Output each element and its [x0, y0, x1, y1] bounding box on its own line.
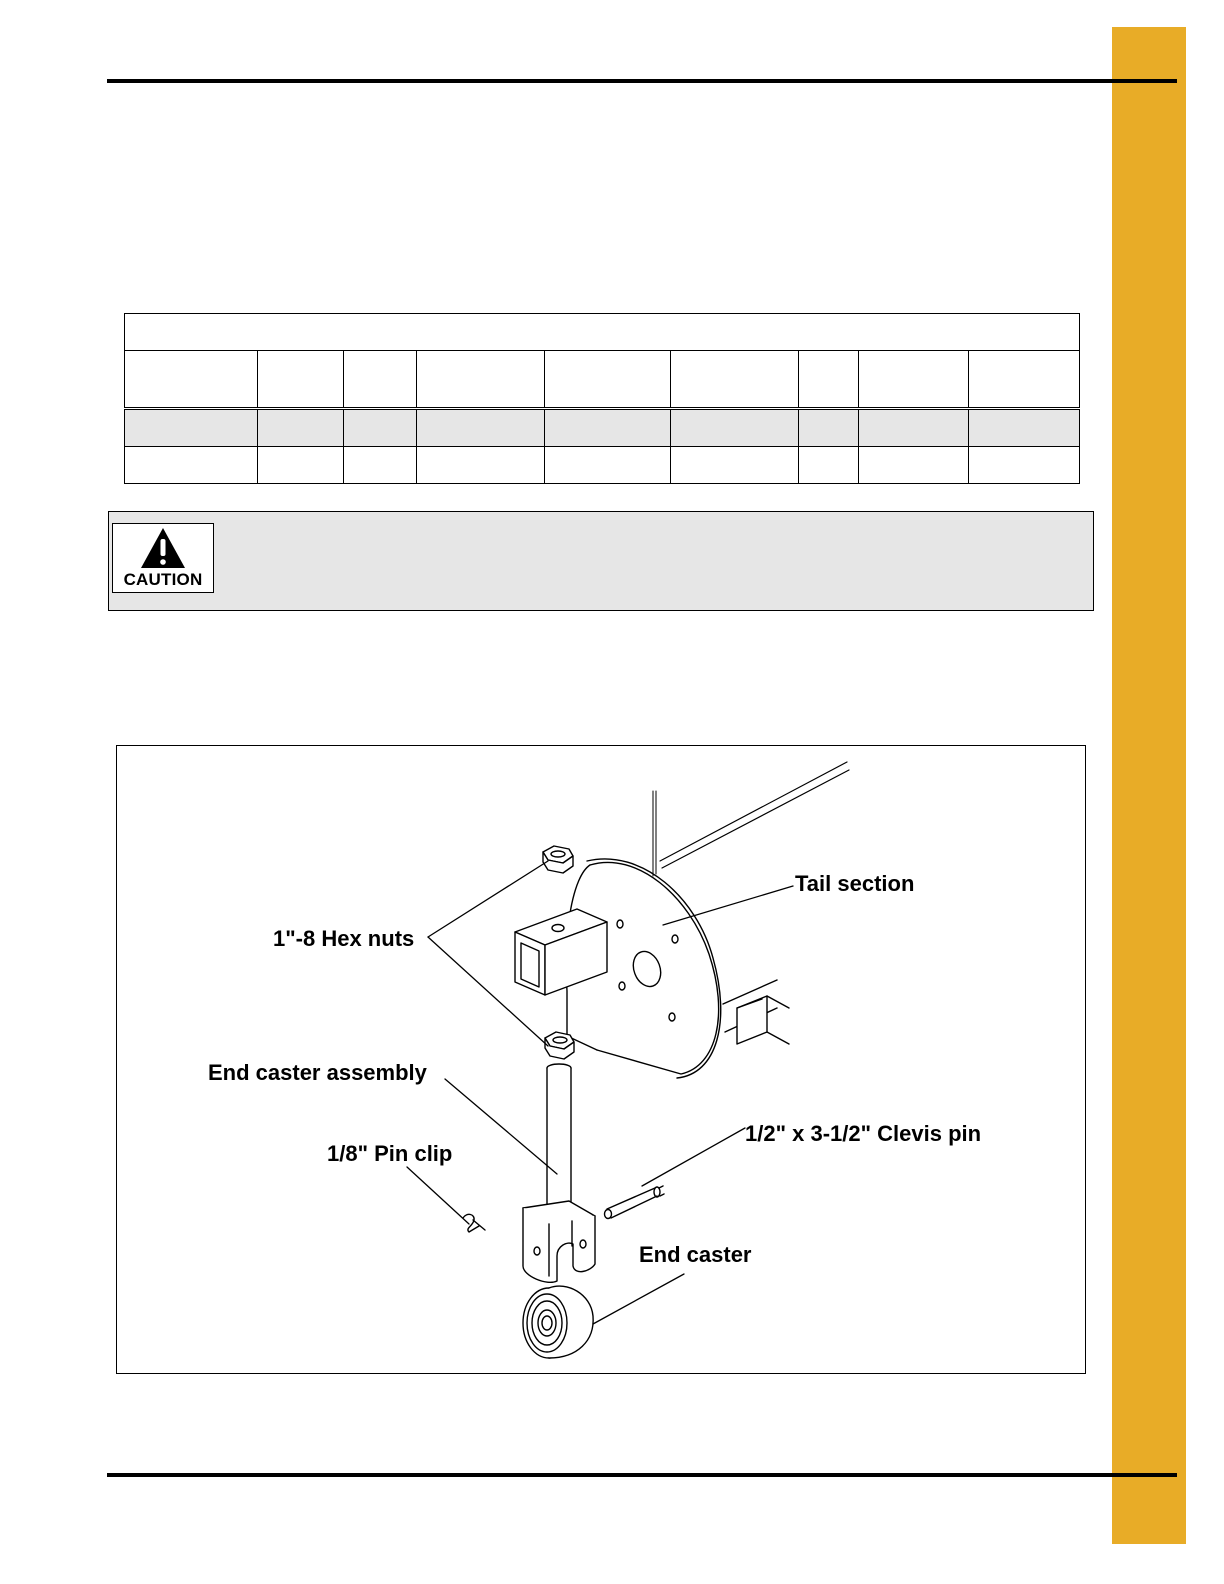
caster-fork: [523, 1201, 595, 1282]
callout-clevis-pin: 1/2" x 3-1/2" Clevis pin: [745, 1121, 982, 1146]
assembly-figure: [116, 745, 1086, 1374]
callout-hex-nuts: 1"-8 Hex nuts: [273, 926, 415, 951]
footer-rule: [107, 1473, 1177, 1477]
caution-badge: [112, 523, 214, 593]
callout-end-caster: End caster: [639, 1242, 752, 1267]
caution-label: CAUTION: [123, 570, 203, 589]
header-rule: [107, 79, 1177, 83]
caster-stem: [547, 1064, 571, 1216]
hex-nut-bottom: [545, 1032, 574, 1059]
callout-end-caster-assembly: End caster assembly: [208, 1060, 427, 1085]
frame-rails: [723, 980, 789, 1044]
callout-tail-section: Tail section: [795, 871, 915, 896]
table-row: [125, 447, 1080, 484]
end-caster-wheel: [523, 1286, 593, 1358]
section-side-tab: [1112, 27, 1186, 1544]
callout-pin-clip: 1/8" Pin clip: [327, 1141, 453, 1166]
caution-panel: [108, 511, 1094, 611]
hex-nut-top: [543, 846, 573, 873]
table-title-row: [125, 314, 1080, 351]
pin-clip: [463, 1214, 485, 1232]
table-header-row: [125, 351, 1080, 409]
table-row: [125, 409, 1080, 447]
warning-triangle-icon: [140, 527, 186, 569]
spec-table: [124, 313, 1080, 484]
clevis-pin: [605, 1186, 665, 1219]
